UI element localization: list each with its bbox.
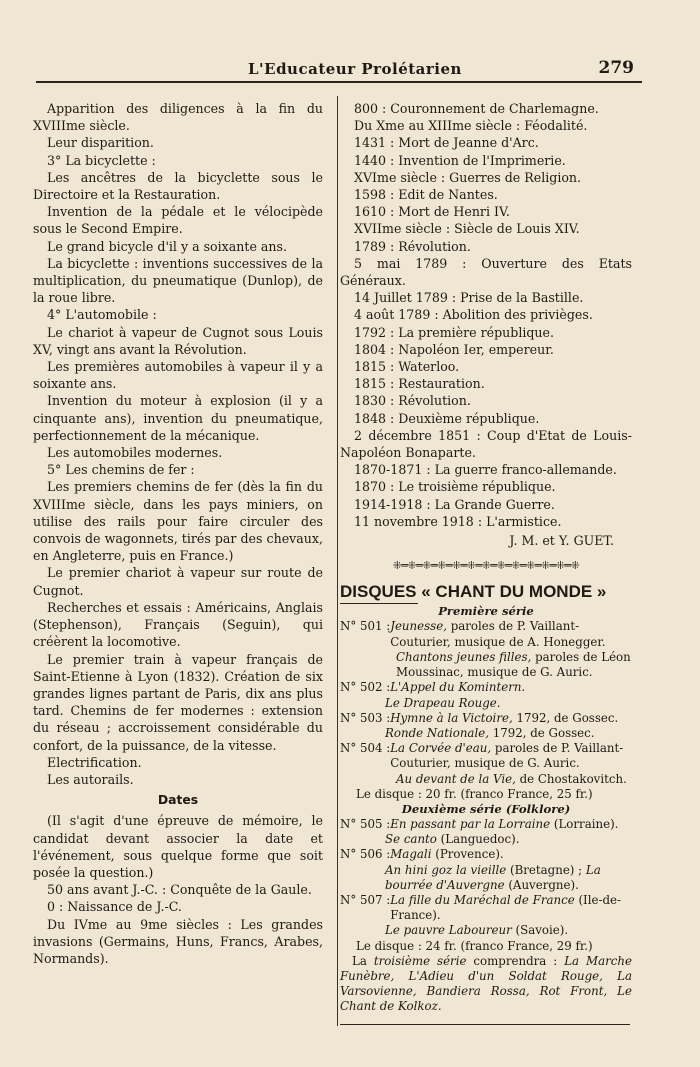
song-title: Chantons jeunes filles, [396, 649, 532, 664]
price-line: Le disque : 24 fr. (franco France, 29 fr.) [356, 938, 593, 953]
disques-title: DISQUES « CHANT DU MONDE » [340, 582, 607, 602]
song-title: En passant par la Lorraine [390, 816, 551, 831]
date-entry: 1440 : Invention de l'Imprimerie. [354, 152, 566, 168]
note-text: comprendra : [466, 953, 565, 968]
song-list: La Marche Funèbre, L'Adieu d'un Soldat Rouge, La Varsovienne, Bandiera Rossa, Rot Front, Le Chant de Kolkoz. [340, 953, 632, 1014]
date-entry: Du IVme au 9me siècles : Les grandes invasions (Germains, Huns, Francs, Arabes, Normands). [33, 916, 323, 966]
paragraph: Les automobiles modernes. [47, 445, 223, 461]
record-entry [340, 847, 632, 862]
record-description [390, 847, 632, 862]
paragraph: Invention de la pédale et le vélocipède sous le Second Empire. [33, 204, 323, 237]
date-entry: 50 ans avant J.-C. : Conquête de la Gaule. [47, 882, 312, 898]
date-entry: 11 novembre 1918 : L'armistice. [354, 513, 562, 529]
song-region: (Bretagne) ; [506, 862, 586, 877]
paragraph: Le chariot à vapeur de Cugnot sous Louis XV, vingt ans avant la Révolution. [33, 324, 323, 357]
song-credits: de Chostakovitch. [515, 771, 627, 786]
record-number: N° 505 : [340, 816, 391, 831]
record-description [340, 650, 632, 680]
song-title: La bourrée d'Auvergne [385, 862, 601, 892]
note-emphasis: troisième série [373, 953, 467, 968]
song-credits: paroles de Léon Moussinac, musique de G. Auric. [396, 649, 631, 680]
song-title: L'Appel du Komintern. [390, 680, 526, 695]
record-number: N° 507 : [340, 892, 391, 907]
date-entry: 1792 : La première république. [354, 324, 554, 340]
record-description [390, 741, 632, 771]
song-title: Jeunesse, [390, 619, 447, 634]
song-credits: 1792, de Gossec. [488, 725, 595, 740]
record-entry [340, 619, 632, 649]
date-entry: 1598 : Edit de Nantes. [354, 187, 498, 203]
paragraph: Leur disparition. [47, 135, 154, 151]
record-number: N° 503 : [340, 710, 391, 725]
record-number: N° 501 : [340, 619, 391, 634]
paragraph: La bicyclette : inventions successives de la multiplication, du pneumatique (Dunlop), de la roue libre. [33, 255, 323, 306]
record-number: N° 502 : [340, 680, 391, 695]
date-entry: 1870-1871 : La guerre franco-allemande. [354, 462, 617, 478]
song-region: (Lorraine). [550, 816, 619, 831]
paragraph: Electrification. [47, 754, 142, 770]
series-heading: Deuxième série (Folklore) [401, 801, 571, 816]
ornamental-divider: ⁜═⁜═⁜═⁜═⁜═⁜═⁜═⁜═⁜═⁜═⁜═⁜═⁜ [392, 559, 580, 573]
record-description [340, 772, 632, 787]
paragraph: Recherches et essais : Américains, Anglais (Stephenson), Français (Seguin), qui créèrent la locomotive. [33, 599, 323, 650]
song-credits: paroles de P. Vaillant-Couturier, musique de G. Auric. [390, 741, 624, 771]
author-signature: J. M. et Y. GUET. [509, 533, 614, 549]
paragraph: (Il s'agit d'une épreuve de mémoire, le candidat devant associer la date et l'événement, sous quelque forme que soit posée la question.) [33, 813, 323, 880]
record-number: N° 506 : [340, 847, 391, 862]
date-entry: 2 décembre 1851 : Coup d'Etat de Louis-Napoléon Bonaparte. [340, 427, 632, 461]
paragraph: Les premières automobiles à vapeur il y a soixante ans. [33, 359, 323, 392]
note-text: La [352, 953, 374, 968]
date-entry: 1804 : Napoléon Ier, empereur. [354, 341, 554, 357]
paragraph: Le premier chariot à vapeur sur route de Cugnot. [33, 565, 323, 598]
song-credits: paroles de P. Vaillant-Couturier, musique de A. Honegger. [390, 619, 606, 649]
column-divider [337, 96, 338, 1026]
price-line: Le disque : 20 fr. (franco France, 25 fr.) [356, 786, 593, 801]
song-region: (Provence). [431, 847, 504, 862]
date-entry: XVIme siècle : Guerres de Religion. [354, 169, 582, 185]
date-entry: 1870 : Le troisième république. [354, 479, 556, 495]
song-title: Au devant de la Vie, [396, 771, 516, 786]
page-header [36, 58, 642, 84]
date-entry: 1914-1918 : La Grande Guerre. [354, 496, 555, 512]
paragraph: Apparition des diligences à la fin du XVIIIme siècle. [33, 101, 323, 134]
song-region: (Ile-de-France). [390, 892, 621, 923]
record-description [390, 817, 632, 832]
date-entry: 1815 : Waterloo. [354, 359, 460, 375]
date-entry: 1830 : Révolution. [354, 393, 471, 409]
song-credits: 1792, de Gossec. [512, 710, 619, 725]
song-region: (Savoie). [511, 923, 569, 938]
song-title: Le Drapeau Rouge. [385, 695, 501, 710]
record-description [390, 619, 632, 649]
paragraph: 4° L'automobile : [47, 307, 157, 323]
date-entry: 1848 : Deuxième république. [354, 410, 540, 426]
record-list [340, 619, 632, 1014]
paragraph: Le grand bicycle d'il y a soixante ans. [47, 238, 287, 254]
date-entry: 5 mai 1789 : Ouverture des Etats Généraux. [340, 255, 632, 289]
record-description [390, 893, 632, 923]
song-title: Ronde Nationale, [385, 725, 489, 740]
record-description [340, 923, 632, 938]
record-entry [340, 680, 632, 695]
paragraph: Les premiers chemins de fer (dès la fin du XVIIIme siècle, dans les pays miniers, on utilise des rails pour faire circuler des convois de wagonnets, tirés par des chevaux, en Angleterre, puis en France.) [33, 479, 323, 564]
date-entry: 1815 : Restauration. [354, 376, 485, 392]
date-entry: XVIIme siècle : Siècle de Louis XIV. [354, 221, 580, 237]
song-region: (Auvergne). [504, 877, 579, 892]
date-entry: 1789 : Révolution. [354, 238, 471, 254]
paragraph: 5° Les chemins de fer : [47, 462, 195, 478]
song-title: An hini goz la vieille [385, 862, 507, 877]
paragraph: Les ancêtres de la bicyclette sous le Directoire et la Restauration. [33, 169, 323, 203]
page-number: 279 [598, 58, 634, 78]
date-entry: 0 : Naissance de J.-C. [47, 899, 182, 915]
right-column [340, 100, 632, 1015]
record-entry [340, 893, 632, 923]
song-title: Se canto [385, 832, 437, 847]
song-region: (Languedoc). [436, 832, 520, 847]
song-title: Magali [390, 847, 432, 862]
date-entry: 800 : Couronnement de Charlemagne. [354, 101, 599, 116]
record-number: N° 504 : [340, 741, 391, 756]
series-heading: Première série [438, 604, 534, 619]
paragraph: 3° La bicyclette : [47, 152, 156, 168]
record-description [340, 726, 632, 741]
paragraph: Le premier train à vapeur français de Saint-Etienne à Lyon (1832). Création de six grandes lignes partant de Paris, dix ans plus tard. Chemins de fer modernes : extension du réseau ; accroissement considérable du confort, de la puissance, de la vitesse. [33, 651, 323, 753]
third-series-note [340, 954, 632, 1015]
song-title: La fille du Maréchal de France [390, 892, 575, 907]
running-title: L'Educateur Prolétarien [248, 60, 462, 78]
date-entry: 14 Juillet 1789 : Prise de la Bastille. [354, 290, 584, 306]
paragraph: Invention du moteur à explosion (il y a cinquante ans), invention du pneumatique, perfectionnement de la mécanique. [33, 393, 323, 443]
date-entry: Du Xme au XIIIme siècle : Féodalité. [354, 118, 588, 134]
record-entry [340, 817, 632, 832]
song-title: Le pauvre Laboureur [385, 923, 512, 938]
bottom-rule [340, 1024, 630, 1025]
date-entry: 4 août 1789 : Abolition des privièges. [354, 307, 593, 323]
dates-heading: Dates [157, 792, 199, 808]
header-rule [36, 81, 642, 83]
date-entry: 1610 : Mort de Henri IV. [354, 204, 510, 220]
record-description [340, 832, 632, 847]
record-entry [340, 711, 632, 726]
record-description [390, 711, 632, 726]
record-entry [340, 741, 632, 771]
song-title: Hymne à la Victoire, [390, 710, 513, 725]
song-title: La Corvée d'eau, [390, 741, 492, 756]
left-column [33, 100, 323, 967]
paragraph: Les autorails. [47, 771, 134, 787]
record-description [340, 863, 632, 893]
date-entry: 1431 : Mort de Jeanne d'Arc. [354, 135, 539, 151]
